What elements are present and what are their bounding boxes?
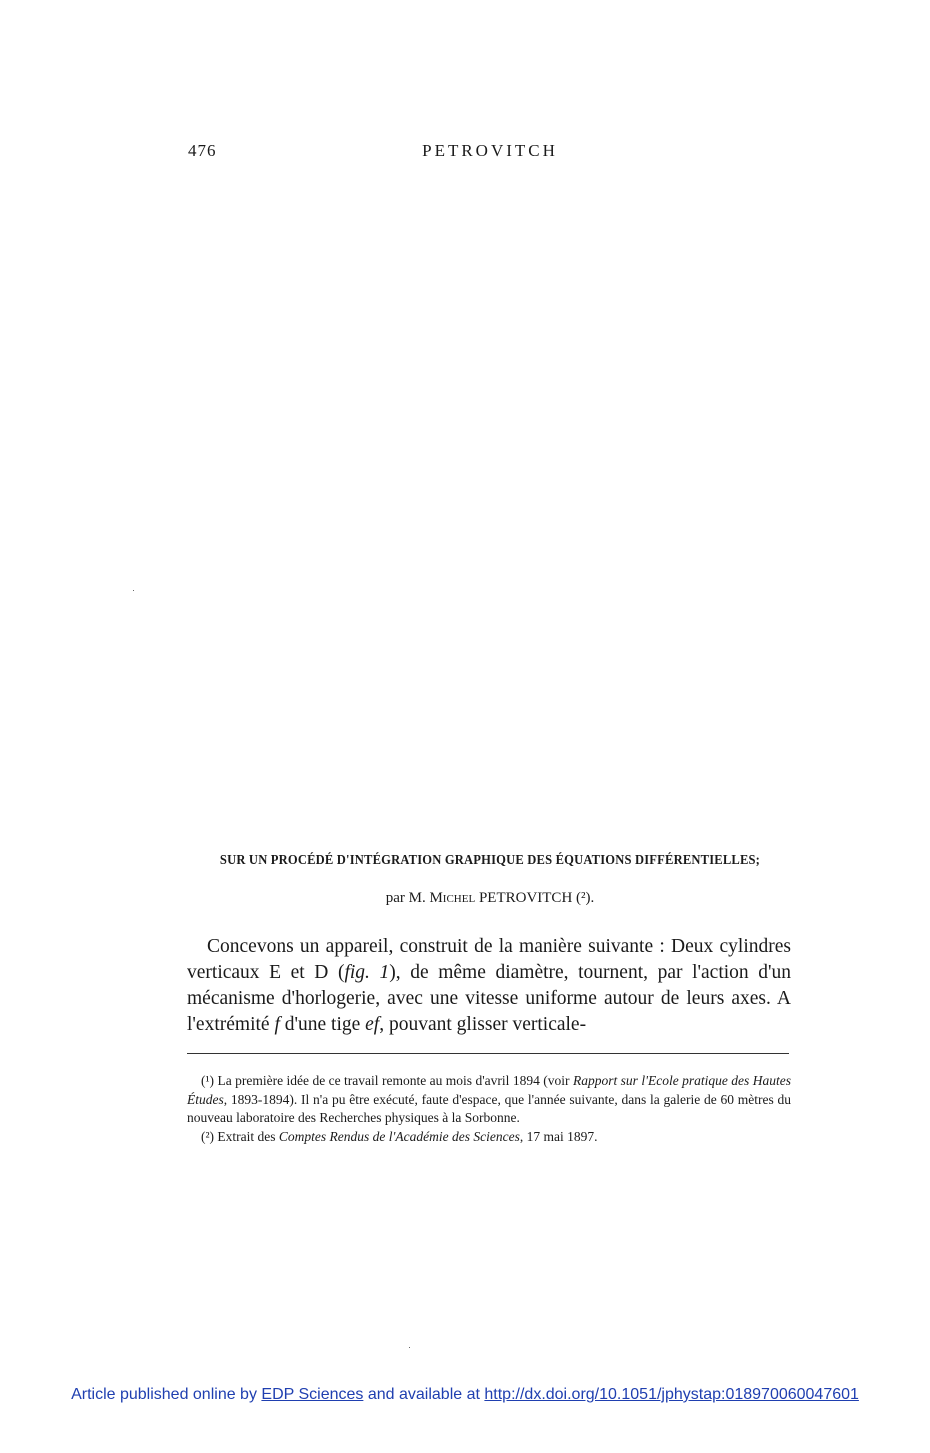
- footnote-text: (²) Extrait des: [201, 1128, 279, 1144]
- author-last-name: PETROVITCH: [478, 890, 573, 906]
- footnote-2: [187, 1128, 791, 1147]
- figure-reference: fig. 1: [344, 962, 390, 983]
- running-head: PETROVITCH: [422, 141, 558, 160]
- body-text-segment: d'une tige: [279, 1014, 366, 1035]
- body-text-segment: Concevons un appareil, construit de la manière suivante : Deux cylindres verticaux E et D (: [187, 936, 791, 983]
- footnote-text: , 1893-1894). Il n'a pu être exécuté, faute d'espace, que l'année suivante, dans la galerie de 60 mètres du nouveau laboratoire des Recherches physiques à la Sorbonne.: [187, 1091, 791, 1125]
- doi-link[interactable]: http://dx.doi.org/10.1051/jphystap:018970060047601: [484, 1386, 859, 1403]
- body-paragraph: [187, 934, 791, 1038]
- footer-prefix: Article published online by: [71, 1386, 257, 1403]
- scan-speck: [133, 590, 134, 591]
- byline: [330, 890, 650, 907]
- footnote-text: (¹) La première idée de ce travail remonte au mois d'avril 1894 (voir: [201, 1073, 573, 1088]
- footnote-separator: [187, 1053, 789, 1054]
- author-first-name: Michel: [429, 890, 476, 906]
- footer-middle: and available at: [367, 1386, 480, 1403]
- byline-footnote-marker: (²).: [576, 890, 595, 906]
- footnote-citation: Rapport sur l'Ecole pratique des Hautes Études: [187, 1073, 791, 1107]
- footnote-citation: Comptes Rendus de l'Académie des Sciences: [278, 1128, 520, 1144]
- footnotes: [187, 1072, 791, 1146]
- variable-f: f: [274, 1014, 280, 1035]
- body-text-segment: , pouvant glisser verticale-: [379, 1014, 587, 1035]
- footnote-text: , 17 mai 1897.: [519, 1128, 598, 1144]
- page-number: 476: [188, 141, 217, 160]
- byline-prefix: par M.: [385, 890, 426, 906]
- body-text-segment: ), de même diamètre, tournent, par l'action d'un mécanisme d'horlogerie, avec une vitesse uniforme autour de leurs axes. A l'extrémité: [187, 962, 792, 1035]
- article-title: SUR UN PROCÉDÉ D'INTÉGRATION GRAPHIQUE DES ÉQUATIONS DIFFÉRENTIELLES;: [219, 852, 761, 867]
- publication-footer: [0, 1386, 930, 1404]
- footnote-1: [187, 1072, 791, 1128]
- scan-speck: [409, 1347, 410, 1348]
- publisher-link[interactable]: EDP Sciences: [261, 1386, 364, 1403]
- variable-ef: ef: [365, 1014, 380, 1035]
